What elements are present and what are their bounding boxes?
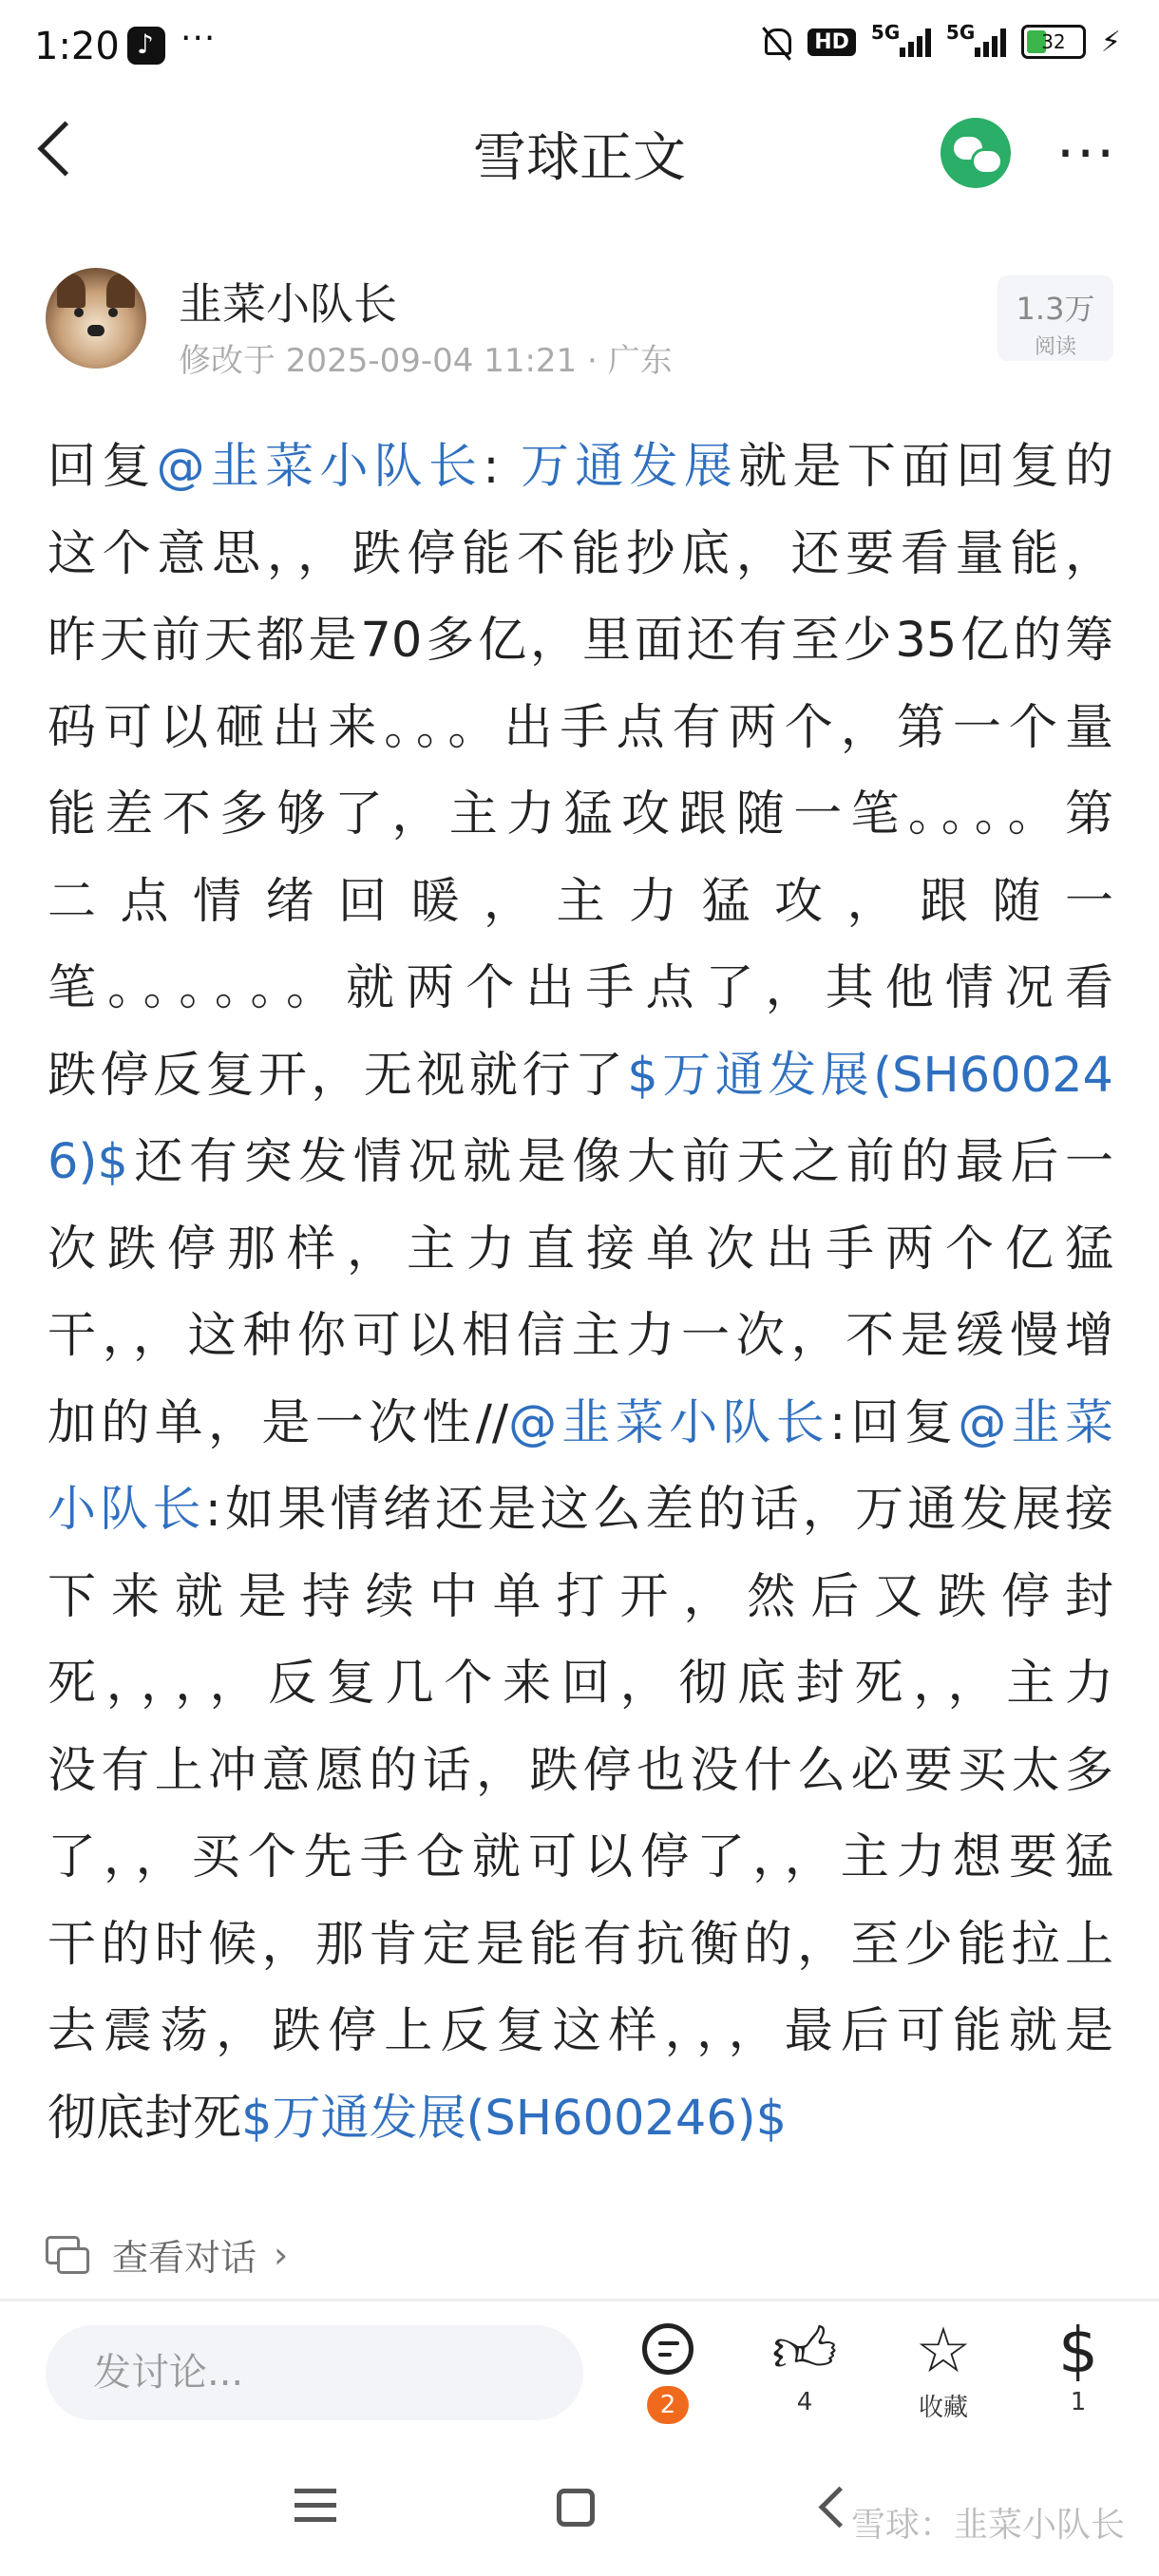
post-line xyxy=(48,1467,1113,1554)
stock-link[interactable]: $万通发展(SH60024 xyxy=(627,1047,1113,1104)
wechat-share-icon[interactable] xyxy=(940,118,1011,188)
post-line xyxy=(48,1293,1113,1380)
topic-link[interactable]: 6)$ xyxy=(48,1134,128,1190)
mention-link[interactable]: @韭菜小队长 xyxy=(156,439,484,495)
post-text: 二点情绪回暖，主力猛攻，跟随一 xyxy=(48,873,1113,930)
recent-apps-icon[interactable] xyxy=(294,2489,336,2523)
view-dialogue-link[interactable] xyxy=(46,2228,288,2281)
signal-icon: 5G xyxy=(871,27,931,57)
post-text: : xyxy=(483,439,522,495)
post-line xyxy=(48,597,1113,685)
post-line xyxy=(48,1032,1113,1120)
post-meta: 修改于 2025-09-04 11:21 · 广东 xyxy=(179,342,673,380)
thumbs-up-icon: 👍︎ xyxy=(771,2314,838,2387)
tiktok-icon xyxy=(127,27,165,65)
star-icon: ☆ xyxy=(915,2314,972,2387)
nav-bar xyxy=(0,95,1159,209)
status-right-icons xyxy=(760,21,1121,59)
post-text: 回复 xyxy=(48,439,157,495)
watermark: 雪球：韭菜小队长 xyxy=(850,2506,1125,2545)
dollar-icon: $ xyxy=(1058,2314,1098,2387)
like-count: 4 xyxy=(796,2388,813,2416)
status-bar xyxy=(0,0,1159,95)
post-line xyxy=(48,511,1113,598)
post-text: 码可以砸出来。。。出手点有两个，第一个量 xyxy=(48,699,1113,756)
chevron-right-icon: › xyxy=(274,2233,289,2276)
mute-bell-icon xyxy=(760,25,792,59)
mention-link[interactable]: 小队长 xyxy=(48,1482,205,1538)
status-time: 1:20 xyxy=(34,25,120,68)
read-count-badge xyxy=(998,275,1113,361)
post-line xyxy=(48,685,1113,772)
post-text: 还有突发情况就是像大前天之前的最后一 xyxy=(127,1134,1113,1190)
mention-link[interactable]: @韭菜小队长 xyxy=(508,1394,830,1451)
post-text: 加的单，是一次性// xyxy=(48,1394,509,1451)
system-nav-bar xyxy=(0,2470,1159,2576)
post-line xyxy=(48,1902,1113,1989)
post-text: 了，，买个先手仓就可以停了，，主力想要猛 xyxy=(48,1829,1113,1885)
post-text: 这个意思，，跌停能不能抄底，还要看量能， xyxy=(48,525,1113,582)
charging-icon: ⚡ xyxy=(1100,25,1121,59)
comment-button[interactable] xyxy=(616,2318,720,2424)
post-text: 昨天前天都是70多亿，里面还有至少35亿的筹 xyxy=(48,613,1113,669)
post-line xyxy=(48,1814,1113,1902)
post-text: 死，，，，反复几个来回，彻底封死，，主力 xyxy=(48,1656,1113,1712)
author-name[interactable]: 韭菜小队长 xyxy=(179,278,397,330)
post-line xyxy=(48,1380,1113,1468)
battery-icon: 32 xyxy=(1021,25,1086,59)
post-text: 跌停反复开，无视就行了 xyxy=(48,1047,628,1104)
post-text: 笔。。。。。。就两个出手点了，其他情况看 xyxy=(48,960,1113,1016)
post-line xyxy=(48,1554,1113,1641)
status-more-dots: ··· xyxy=(180,19,217,58)
post-text: :回复 xyxy=(829,1394,959,1451)
mention-link[interactable]: @韭菜 xyxy=(958,1394,1113,1451)
more-menu-icon[interactable]: ··· xyxy=(1056,121,1117,187)
post-text: 下来就是持续中单打开，然后又跌停封 xyxy=(48,1568,1113,1625)
post-line xyxy=(48,945,1113,1032)
read-count: 1.3万 xyxy=(1016,291,1095,327)
home-icon[interactable] xyxy=(557,2489,595,2527)
topic-link[interactable]: 万通发展 xyxy=(521,439,739,495)
post-text: 干，，这种你可以相信主力一次，不是缓慢增 xyxy=(48,1308,1113,1364)
favorite-label: 收藏 xyxy=(918,2394,968,2422)
hd-icon: HD xyxy=(808,28,856,56)
post-line xyxy=(48,1728,1113,1815)
dialogue-icon xyxy=(46,2236,87,2274)
post-text: 去震荡，跌停上反复这样，，，最后可能就是 xyxy=(48,2003,1113,2059)
post-line xyxy=(48,1988,1113,2075)
avatar[interactable] xyxy=(46,268,146,369)
divider xyxy=(0,2299,1159,2301)
post-line xyxy=(48,771,1113,859)
post-line xyxy=(48,1640,1113,1728)
view-dialogue-label: 查看对话 xyxy=(112,2237,257,2279)
post-line xyxy=(48,859,1113,946)
post-text: 干的时候，那肯定是能有抗衡的，至少能拉上 xyxy=(48,1916,1113,1973)
read-label: 阅读 xyxy=(1034,335,1076,359)
like-button[interactable] xyxy=(752,2314,857,2416)
page-title: 雪球正文 xyxy=(473,127,686,189)
post-line xyxy=(48,424,1113,511)
stock-link[interactable]: $万通发展(SH600246)$ xyxy=(241,2090,788,2147)
post-text: 就是下面回复的 xyxy=(738,439,1113,495)
post-line xyxy=(48,1119,1113,1206)
post-line xyxy=(48,2075,1113,2163)
reward-count: 1 xyxy=(1070,2388,1087,2416)
post-text: 没有上冲意愿的话，跌停也没什么必要买太多 xyxy=(48,1742,1113,1799)
post-body xyxy=(48,424,1113,2162)
post-text: :如果情绪还是这么差的话，万通发展接 xyxy=(204,1482,1113,1538)
comment-icon xyxy=(642,2323,694,2375)
post-text: 能差不多够了，主力猛攻跟随一笔。。。。第 xyxy=(48,786,1113,843)
signal-icon-2: 5G xyxy=(946,27,1006,57)
favorite-button[interactable] xyxy=(891,2314,996,2423)
post-line xyxy=(48,1206,1113,1294)
post-text: 彻底封死 xyxy=(48,2090,242,2147)
reward-button[interactable] xyxy=(1026,2314,1130,2416)
comment-input[interactable]: 发讨论... xyxy=(46,2325,583,2420)
comment-count-badge: 2 xyxy=(647,2386,689,2424)
post-text: 次跌停那样，主力直接单次出手两个亿猛 xyxy=(48,1221,1113,1278)
